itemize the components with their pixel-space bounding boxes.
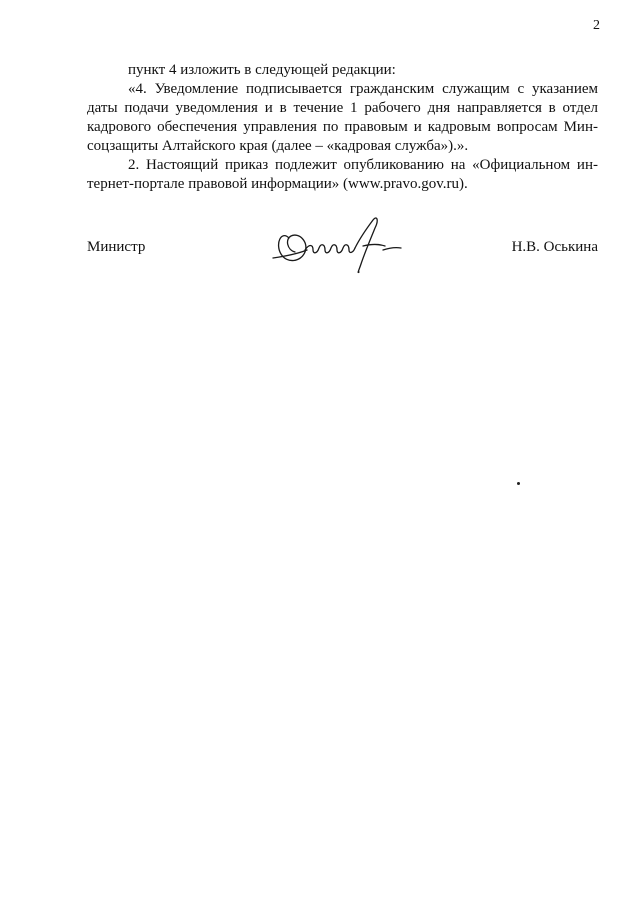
- page-number: 2: [593, 18, 600, 33]
- paragraph-intro: пункт 4 изложить в следующей редакции:: [128, 62, 396, 78]
- handwritten-signature: [267, 210, 417, 280]
- signatory-title: Министр: [87, 239, 146, 255]
- signatory-name: Н.В. Оськина: [511, 239, 598, 255]
- signature-block: [87, 210, 598, 280]
- scan-speck: [517, 482, 520, 485]
- paragraph-notice-clause: «4. Уведомление подписывается гражданским служащим с указанием даты подачи уведомления и в течение 1 рабочего дня направляется в отдел кадрового обеспечения управления по правовым и кадровым вопросам Минсоцзащиты Алтайского края (далее – «кадровая служба»).».: [87, 81, 598, 154]
- paragraph-publication: 2. Настоящий приказ подлежит опубликованию на «Официальном интернет-портале правовой информации» (www.pravo.gov.ru).: [87, 157, 598, 192]
- document-body: [87, 61, 598, 194]
